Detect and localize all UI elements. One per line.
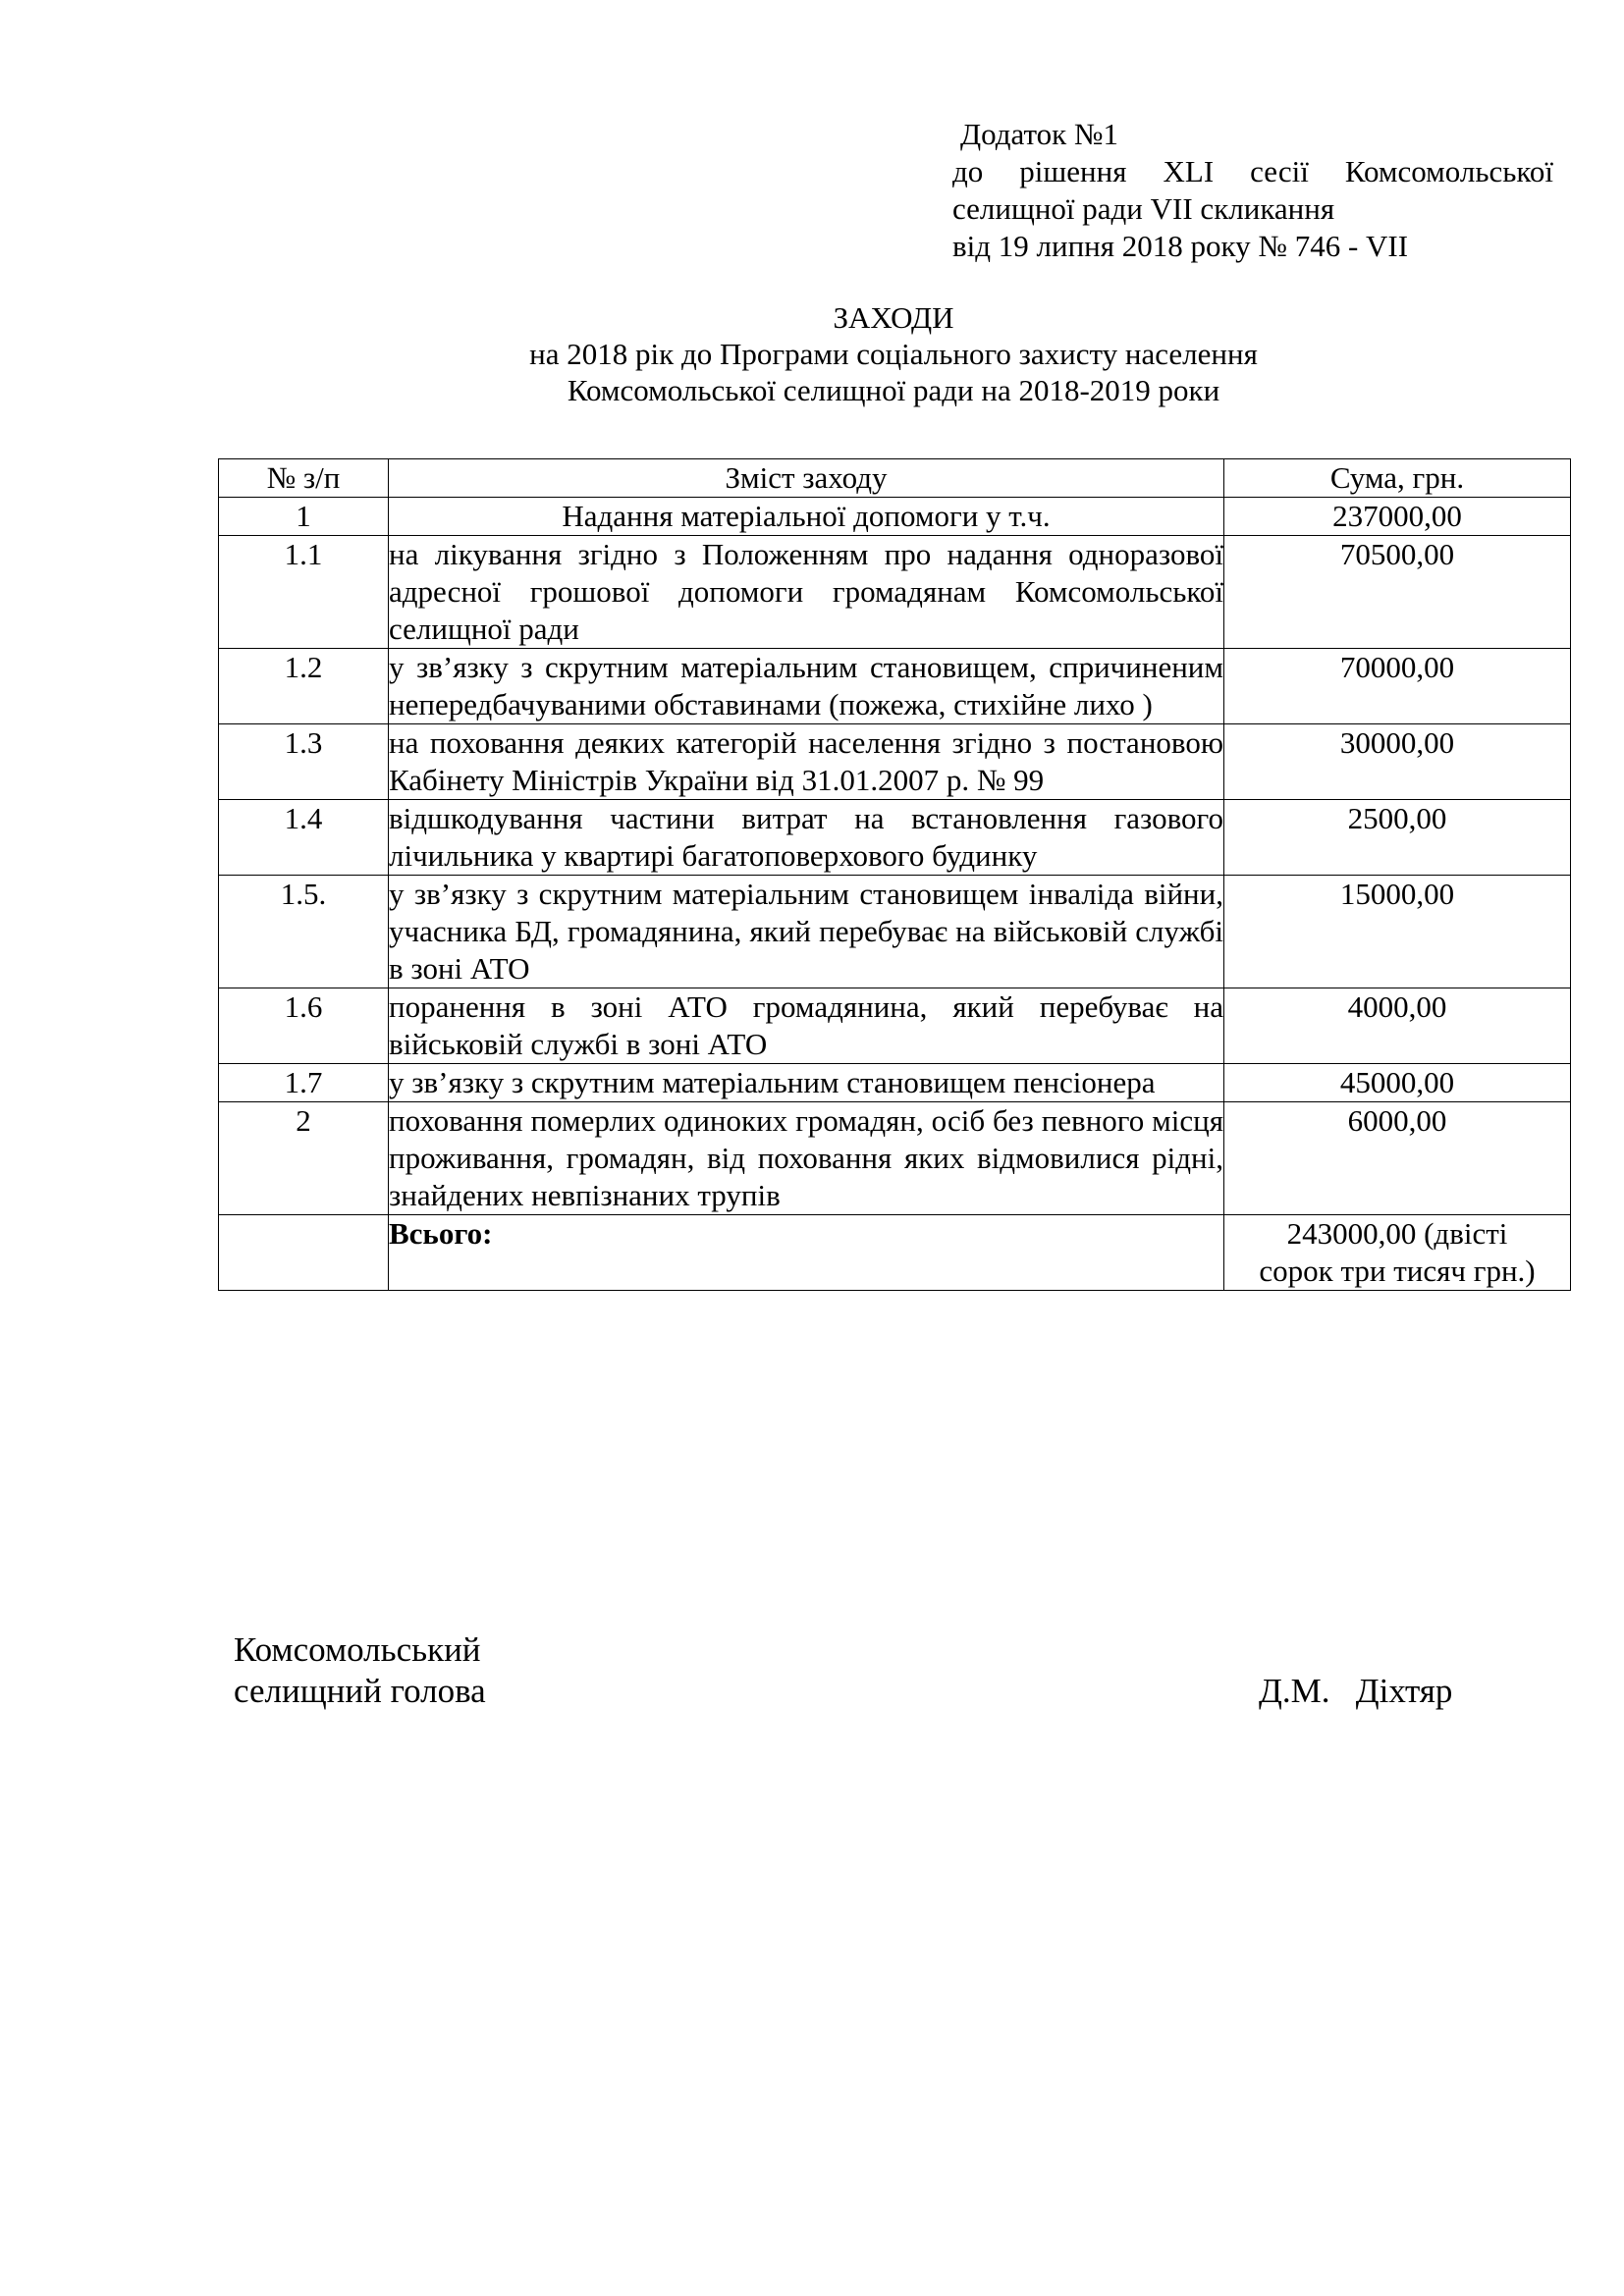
signer-name: Д.М. Діхтяр <box>1259 1672 1453 1710</box>
document-heading <box>216 299 1571 408</box>
row-number: 1.7 <box>219 1064 389 1102</box>
table-total-row <box>219 1215 1571 1291</box>
table-row <box>219 1102 1571 1215</box>
signer-position-line2: селищний голова <box>234 1672 486 1710</box>
table-row <box>219 1064 1571 1102</box>
row-text: на лікування згідно з Положенням про надання одноразової адресної грошової допомоги громадянам Комсомольської селищної ради <box>389 536 1224 649</box>
row-number: 1.5. <box>219 876 389 988</box>
row-text: відшкодування частини витрат на встановлення газового лічильника у квартирі багатоповерхового будинку <box>389 800 1224 876</box>
row-text: у зв’язку з скрутним матеріальним становищем інваліда війни, учасника БД, громадянина, який перебуває на військовій службі в зоні АТО <box>389 876 1224 988</box>
total-sum <box>1224 1215 1571 1291</box>
row-text: поховання померлих одиноких громадян, осіб без певного місця проживання, громадян, від поховання яких відмовилися рідні, знайдених невпізнаних трупів <box>389 1102 1224 1215</box>
row-sum: 6000,00 <box>1224 1102 1571 1215</box>
table-row <box>219 988 1571 1064</box>
addendum-header <box>952 116 1553 265</box>
signature-block <box>234 1629 486 1712</box>
document-subtitle-line2: Комсомольської селищної ради на 2018-2019 роки <box>567 373 1220 407</box>
addendum-date: від 19 липня 2018 року № 746 - VII <box>952 229 1409 263</box>
row-sum: 45000,00 <box>1224 1064 1571 1102</box>
signer-position-line1: Комсомольський <box>234 1630 481 1669</box>
header-content: Зміст заходу <box>389 459 1224 498</box>
row-text: у зв’язку з скрутним матеріальним становищем, спричиненим непередбачуваними обставинами (пожежа, стихійне лихо ) <box>389 649 1224 724</box>
row-number: 1.6 <box>219 988 389 1064</box>
table-row <box>219 800 1571 876</box>
row-sum: 237000,00 <box>1224 498 1571 536</box>
total-sum-line2: сорок три тисяч грн.) <box>1259 1254 1536 1288</box>
document-subtitle-line1: на 2018 рік до Програми соціального захисту населення <box>529 337 1258 371</box>
row-number: 1 <box>219 498 389 536</box>
row-text: у зв’язку з скрутним матеріальним становищем пенсіонера <box>389 1064 1224 1102</box>
addendum-decision: до рішення XLI сесії Комсомольської <box>952 154 1553 188</box>
table-row <box>219 724 1571 800</box>
row-text: Надання матеріальної допомоги у т.ч. <box>389 498 1224 536</box>
total-sum-line1: 243000,00 (двісті <box>1286 1216 1508 1251</box>
header-number: № з/п <box>219 459 389 498</box>
table-row <box>219 536 1571 649</box>
row-sum: 70000,00 <box>1224 649 1571 724</box>
addendum-council: селищної ради VII скликання <box>952 191 1335 226</box>
row-sum: 30000,00 <box>1224 724 1571 800</box>
row-number: 1.2 <box>219 649 389 724</box>
row-sum: 4000,00 <box>1224 988 1571 1064</box>
table-row <box>219 649 1571 724</box>
table-row <box>219 498 1571 536</box>
row-sum: 15000,00 <box>1224 876 1571 988</box>
row-number: 1.4 <box>219 800 389 876</box>
header-sum: Сума, грн. <box>1224 459 1571 498</box>
row-sum: 2500,00 <box>1224 800 1571 876</box>
row-number: 2 <box>219 1102 389 1215</box>
row-text: на поховання деяких категорій населення згідно з постановою Кабінету Міністрів України від 31.01.2007 р. № 99 <box>389 724 1224 800</box>
total-label: Всього: <box>389 1215 1224 1291</box>
row-sum: 70500,00 <box>1224 536 1571 649</box>
row-number: 1.1 <box>219 536 389 649</box>
row-number: 1.3 <box>219 724 389 800</box>
addendum-number: Додаток №1 <box>960 117 1119 151</box>
total-number-empty <box>219 1215 389 1291</box>
row-text: поранення в зоні АТО громадянина, який перебуває на військовій службі в зоні АТО <box>389 988 1224 1064</box>
document-title: ЗАХОДИ <box>833 300 954 335</box>
table-header-row <box>219 459 1571 498</box>
table-row <box>219 876 1571 988</box>
measures-table <box>218 458 1571 1291</box>
